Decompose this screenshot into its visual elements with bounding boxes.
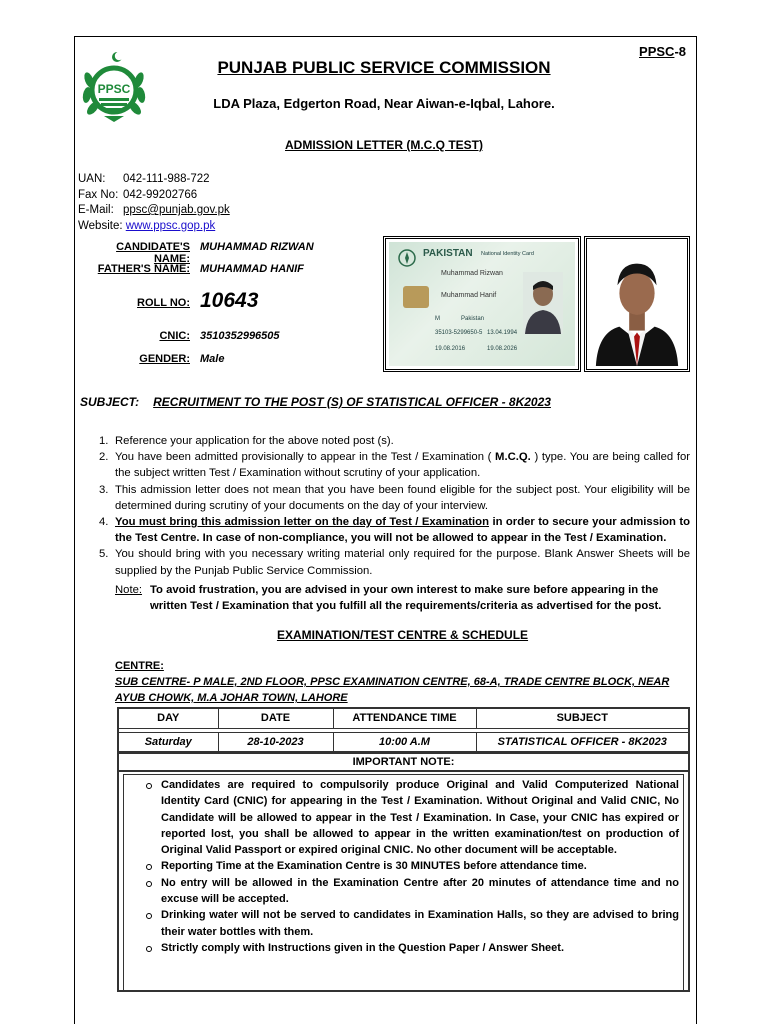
list-item: 2. You have been admitted provisionally to appear in the Test / Examination ( M.C.Q. ) type. You are being called for the subject written Test / Examination without scrutiny of your application. xyxy=(99,451,691,480)
candidate-photo-icon xyxy=(590,242,684,366)
chip-icon xyxy=(403,286,429,308)
important-note-box xyxy=(117,752,690,992)
exam-date: 28-10-2023 xyxy=(218,732,333,752)
commission-address: LDA Plaza, Edgerton Road, Near Aiwan-e-Iqbal, Lahore. xyxy=(213,96,555,111)
emblem-icon xyxy=(397,248,417,268)
centre-address: SUB CENTRE- P MALE, 2ND FLOOR, PPSC EXAMINATION CENTRE, 68-A, TRADE CENTRE BLOCK, NEAR AYUB CHOWK, M.A JOHAR TOWN, LAHORE xyxy=(115,676,670,704)
list-item: 3. This admission letter does not mean that you have been found eligible for the subject post. Your eligibility will be determined during scrutiny of your documents on the day of your interview. xyxy=(99,483,690,512)
candidate-photo xyxy=(584,236,690,372)
svg-text:PPSC: PPSC xyxy=(97,82,131,96)
schedule-heading: EXAMINATION/TEST CENTRE & SCHEDULE xyxy=(276,628,529,642)
candidate-name: MUHAMMAD RIZWAN xyxy=(200,241,314,253)
exam-subject: STATISTICAL OFFICER - 8K2023 xyxy=(476,732,689,752)
list-item: Candidates are required to compulsorily produce Original and Valid Computerized National Identity Card (CNIC) for appearing in the Test / Examination. Without Original and Valid CNIC, No Candidate will be allowed to appear in the Test / Examination. In Case, your CNIC has expired or reported lost, you shall be allowed to appear in the written examination/test on production of Original Valid Passport or expired original CNIC. No other document will be acceptable. xyxy=(146,777,679,858)
gender: Male xyxy=(200,353,225,365)
important-note-list xyxy=(146,777,679,956)
important-note-heading: IMPORTANT NOTE: xyxy=(119,754,688,772)
exam-day: Saturday xyxy=(118,732,218,752)
commission-title: PUNJAB PUBLIC SERVICE COMMISSION xyxy=(217,58,551,77)
letter-title: ADMISSION LETTER (M.C.Q TEST) xyxy=(285,138,483,152)
list-item: 1. Reference your application for the above noted post (s). xyxy=(99,435,394,447)
website-link[interactable]: www.ppsc.gop.pk xyxy=(125,219,216,232)
centre-block: CENTRE: SUB CENTRE- P MALE, 2ND FLOOR, PPSC EXAMINATION CENTRE, 68-A, TRADE CENTRE BLOCK, NEAR AYUB CHOWK, M.A JOHAR TOWN, LAHORE xyxy=(115,658,685,706)
table-row xyxy=(118,732,689,752)
list-item: 5. You should bring with you necessary writing material only required for the purpose. Blank Answer Sheets will be supplied by the Punjab Public Service Commission. xyxy=(99,548,690,577)
schedule-table xyxy=(117,707,690,753)
cnic-number: 3510352996505 xyxy=(200,330,280,342)
roll-number: 10643 xyxy=(200,289,259,312)
instructions-list xyxy=(99,433,691,579)
email-link[interactable]: ppsc@punjab.gov.pk xyxy=(123,204,230,216)
contact-block: UAN: 042-111-988-722 Fax No: 042-99202766 E-Mail: ppsc@punjab.gov.pk Website: www.ppsc.gop.pk xyxy=(78,173,230,232)
attendance-time: 10:00 A.M xyxy=(333,732,476,752)
list-item: Reporting Time at the Examination Centre is 30 MINUTES before attendance time. xyxy=(146,858,679,874)
subject-line: SUBJECT: RECRUITMENT TO THE POST (S) OF STATISTICAL OFFICER - 8K2023 xyxy=(80,395,551,409)
cnic-image: PAKISTAN National Identity Card Muhammad Rizwan Muhammad Hanif M Pakistan 35103-5299650-5 13.04.1994 19.08.2016 19.08.2026 xyxy=(383,236,581,372)
list-item: No entry will be allowed in the Examination Centre after 20 minutes of attendance time and no excuse will be accepted. xyxy=(146,875,679,908)
table-header-row: DAY DATE ATTENDANCE TIME SUBJECT xyxy=(118,708,689,728)
cnic-photo-icon xyxy=(523,272,563,334)
form-code: PPSC-8 xyxy=(639,44,686,59)
list-item: Strictly comply with Instructions given in the Question Paper / Answer Sheet. xyxy=(146,940,679,956)
list-item: Drinking water will not be served to candidates in Examination Halls, so they are advised to bring their water bottles with them. xyxy=(146,907,679,940)
note: Note: To avoid frustration, you are advised in your own interest to make sure before appearing in the written Test / Examination that you fulfill all the requirements/criteria as advertised for the post. xyxy=(115,584,662,613)
father-name: MUHAMMAD HANIF xyxy=(200,263,304,275)
list-item: 4. You must bring this admission letter on the day of Test / Examination in order to secure your admission to the Test Centre. In case of non-compliance, you will not be allowed to appear in the Test / Examination. xyxy=(99,516,691,545)
